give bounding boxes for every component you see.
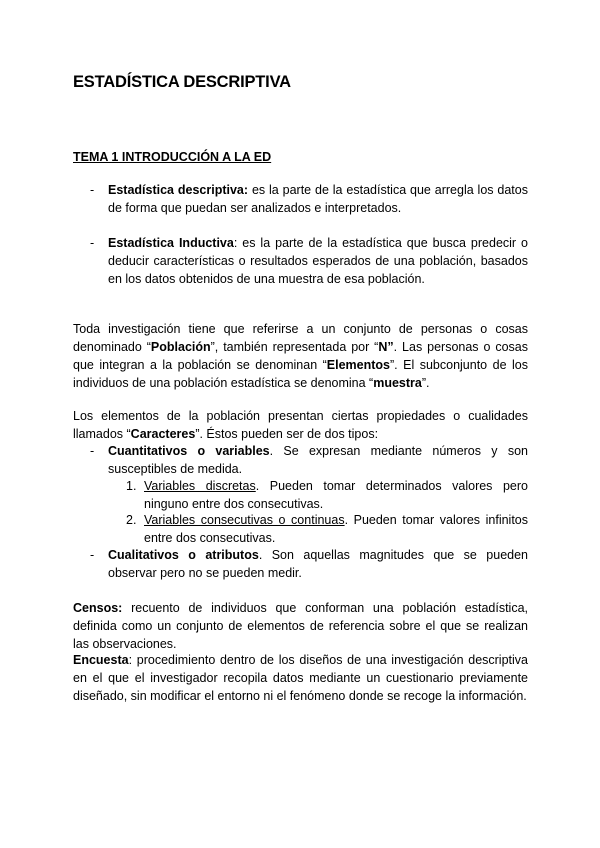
definition-item xyxy=(90,234,528,288)
term: N” xyxy=(378,340,394,354)
text-run: : procedimiento dentro de los diseños de una investigación descriptiva en el que el investigador recopila datos mediante un cuestionario previamente diseñado, sin modificar el entorno ni el fenómeno donde se recoge la información. xyxy=(73,653,528,703)
paragraph-poblacion xyxy=(73,320,528,392)
text-run: Los elementos de la población presentan ciertas propiedades o cualidades llamados “ xyxy=(73,409,528,441)
definition-text: es la parte de la estadística que arregla los datos de forma que puedan ser analizados e interpretados. xyxy=(108,183,528,215)
text-run: Toda investigación tiene que referirse a un conjunto de personas o cosas denominado “ xyxy=(73,322,528,354)
text-run: ”. Éstos pueden ser de dos tipos: xyxy=(195,427,379,441)
term: Población xyxy=(150,340,211,354)
paragraph-caracteres xyxy=(73,407,528,443)
term: Elementos xyxy=(326,358,391,372)
term: Variables discretas xyxy=(144,479,256,493)
definition-item xyxy=(90,181,528,217)
bullet-dash: - xyxy=(90,444,95,458)
text-run: ”. xyxy=(421,376,430,390)
term: Cuantitativos o variables xyxy=(108,444,270,458)
type-item xyxy=(90,442,528,478)
bullet-dash: - xyxy=(90,548,95,562)
subtype-item xyxy=(126,477,528,513)
subtype-text: . Pueden tomar determinados valores pero ninguno entre dos consecutivas. xyxy=(144,479,528,511)
item-number: 1. xyxy=(126,479,137,493)
term: Estadística Inductiva xyxy=(108,236,234,250)
term: Caracteres xyxy=(130,427,196,441)
term: Cualitativos o atributos xyxy=(108,548,259,562)
type-item xyxy=(90,546,528,582)
definition-text: : es la parte de la estadística que busca predecir o deducir características o resultados esperados de una población, basados en los datos obtenidos de una muestra de esa población. xyxy=(108,236,528,286)
paragraph-censos xyxy=(73,599,528,653)
text-run: ”. El subconjunto de los individuos de una población estadística se denomina “ xyxy=(73,358,528,390)
term: Variables consecutivas o continuas xyxy=(144,513,345,527)
term: muestra xyxy=(373,376,422,390)
section-heading: TEMA 1 INTRODUCCIÓN A LA ED xyxy=(73,150,272,164)
text-run: recuento de individuos que conforman una población estadística, definida como un conjunto de elementos de referencia sobre el que se realizan las observaciones. xyxy=(73,601,528,651)
term: Censos: xyxy=(73,601,123,615)
term: Encuesta xyxy=(73,653,129,667)
subtype-item xyxy=(126,511,528,547)
type-text: . Son aquellas magnitudes que se pueden observar pero no se pueden medir. xyxy=(108,548,529,580)
subtype-text: . Pueden tomar valores infinitos entre dos consecutivas. xyxy=(144,513,529,545)
text-run: . Las personas o cosas que integran a la población se denominan “ xyxy=(73,340,529,372)
paragraph-encuesta xyxy=(73,651,528,705)
text-run: ”, también representada por “ xyxy=(210,340,379,354)
document-title: ESTADÍSTICA DESCRIPTIVA xyxy=(73,73,291,91)
bullet-dash: - xyxy=(90,183,95,197)
item-number: 2. xyxy=(126,513,137,527)
type-text: . Se expresan mediante números y son susceptibles de medida. xyxy=(108,444,528,476)
bullet-dash: - xyxy=(90,236,95,250)
term: Estadística descriptiva: xyxy=(108,183,249,197)
